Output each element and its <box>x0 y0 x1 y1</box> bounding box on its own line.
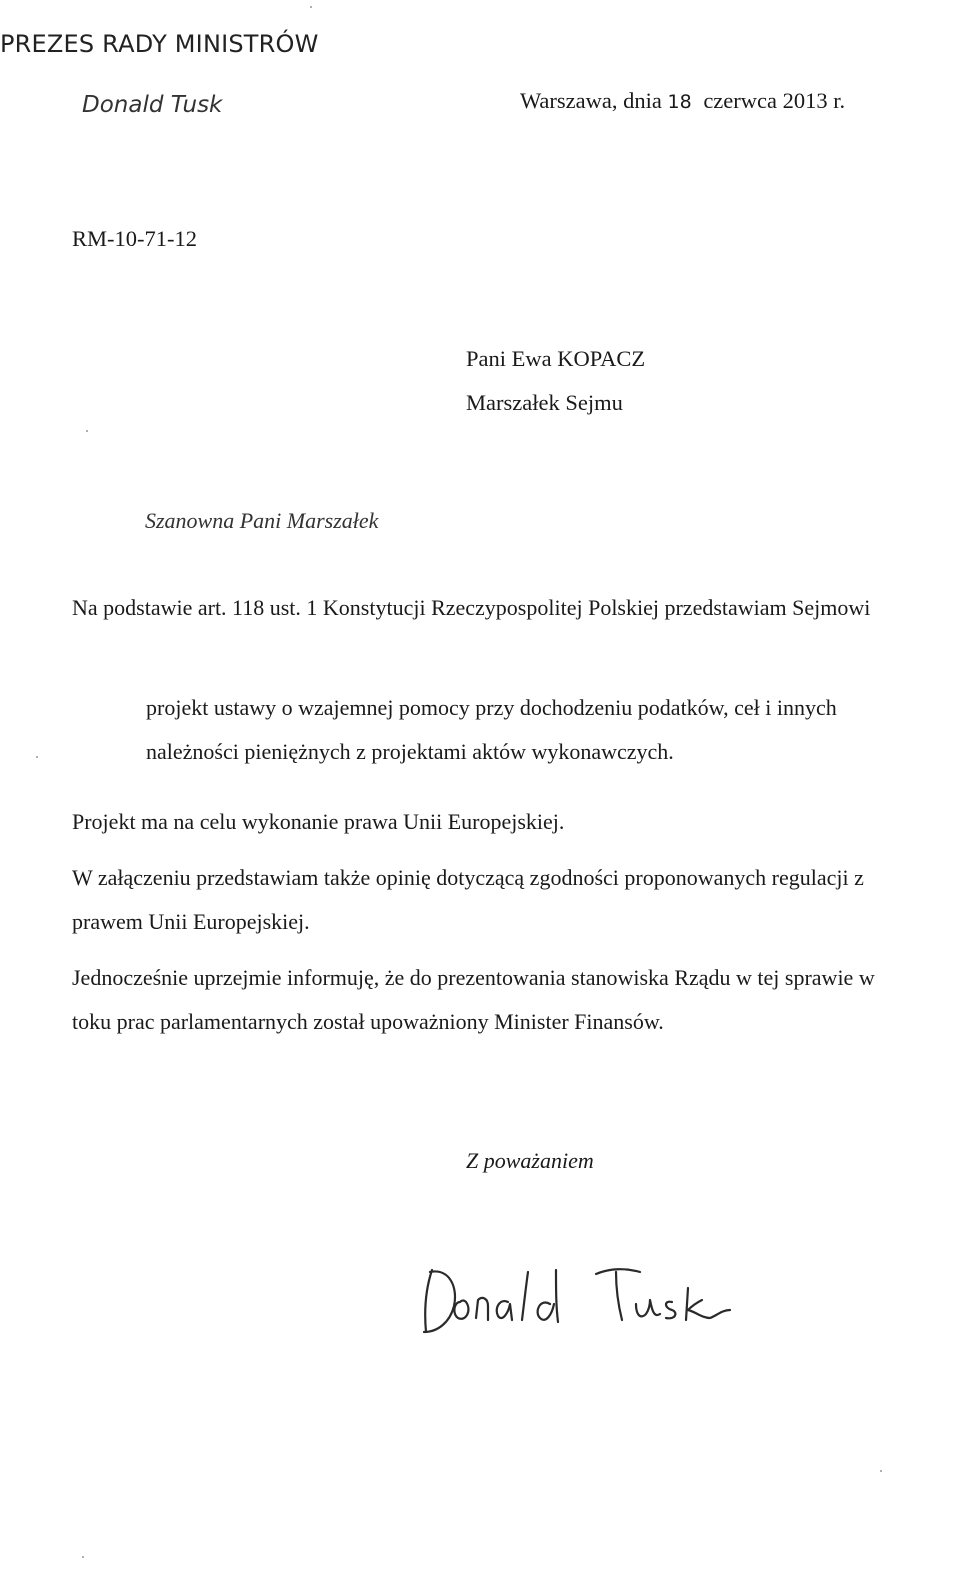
scan-speck <box>82 1556 84 1558</box>
closing: Z poważaniem <box>466 1148 594 1173</box>
addressee-title: Marszałek Sejmu <box>466 390 623 415</box>
date-prefix: Warszawa, dnia <box>520 88 662 113</box>
office-title: PREZES RADY MINISTRÓW <box>0 30 319 58</box>
date-line <box>520 88 845 114</box>
date-day: 18 <box>667 91 692 113</box>
intro-paragraph: Na podstawie art. 118 ust. 1 Konstytucji Rzeczypospolitej Polskiej przedstawiam Sejmowi <box>72 595 871 620</box>
addressee-name: Pani Ewa KOPACZ <box>466 346 646 371</box>
paragraph-attachment: W załączeniu przedstawiam także opinię dotyczącą zgodności proponowanych regulacji z prawem Unii Europejskiej. <box>72 865 864 934</box>
reference-number: RM-10-71-12 <box>72 226 197 251</box>
bill-title: projekt ustawy o wzajemnej pomocy przy dochodzeniu podatków, ceł i innych należności pieniężnych z projektami aktów wykonawczych. <box>146 695 837 764</box>
scan-speck <box>880 1470 882 1472</box>
scan-speck <box>310 6 312 8</box>
scan-speck <box>86 430 88 432</box>
salutation: Szanowna Pani Marszałek <box>145 508 379 533</box>
paragraph-representative: Jednocześnie uprzejmie informuję, że do prezentowania stanowiska Rządu w tej sprawie w toku prac parlamentarnych został upoważniony Minister Finansów. <box>72 965 875 1034</box>
date-suffix: czerwca 2013 r. <box>703 88 846 113</box>
scan-speck <box>36 756 38 758</box>
paragraph-purpose: Projekt ma na celu wykonanie prawa Unii Europejskiej. <box>72 809 565 834</box>
author-name: Donald Tusk <box>82 92 223 118</box>
handwritten-signature <box>410 1248 740 1358</box>
